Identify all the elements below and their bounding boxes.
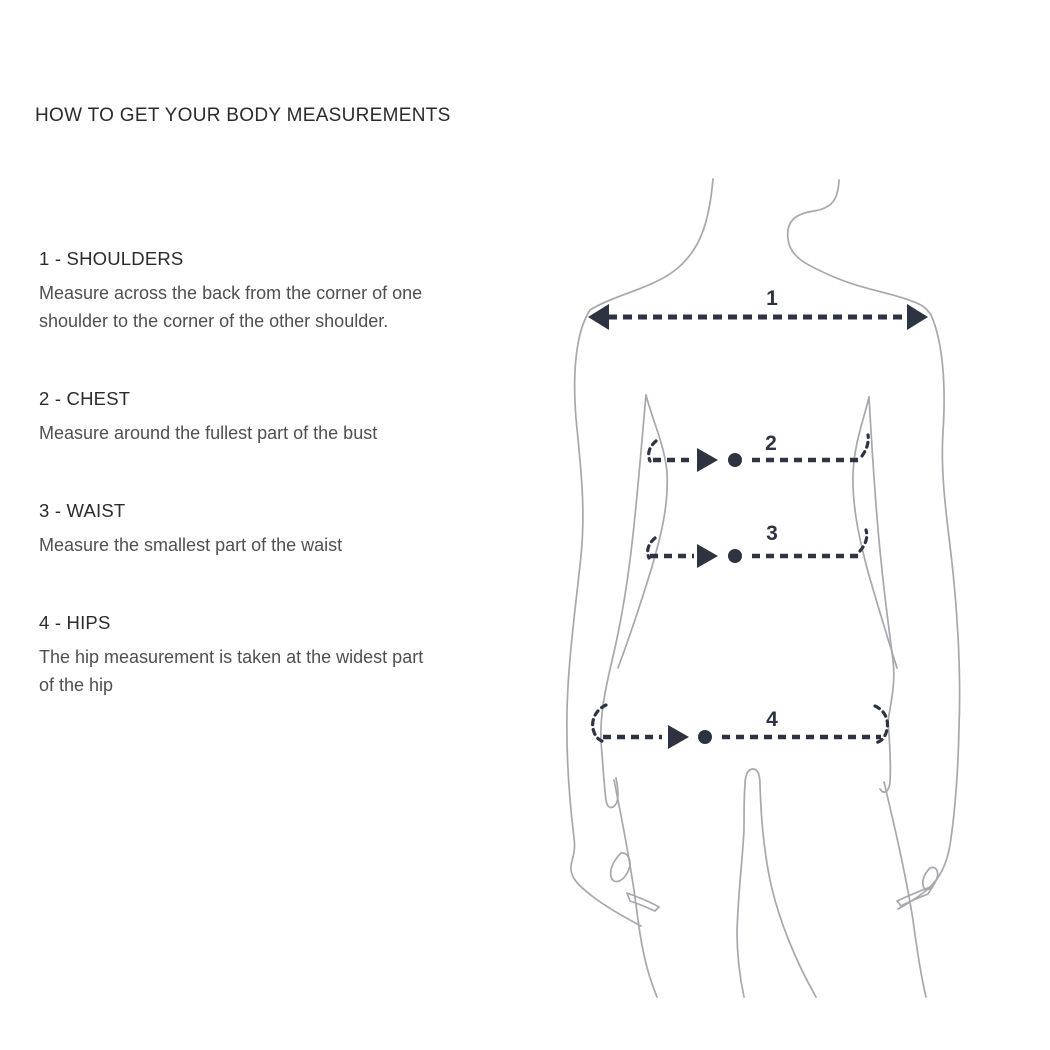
hips-measurement-arrow <box>593 705 888 749</box>
section-body-line: Measure the smallest part of the waist <box>39 535 343 555</box>
tape-dot-icon <box>728 453 742 467</box>
section-body-line: of the hip <box>39 675 114 695</box>
section-body-line: The hip measurement is taken at the widest part <box>39 647 424 667</box>
chest-measurement-arrow <box>649 432 869 472</box>
measurement-label-1: 1 <box>766 287 778 310</box>
arrowhead-icon <box>697 448 718 472</box>
section-body-line: Measure across the back from the corner of one <box>39 283 423 303</box>
tape-dot-icon <box>728 549 742 563</box>
arrowhead-left-icon <box>588 304 609 330</box>
arrowhead-icon <box>668 725 689 749</box>
section-heading: 1 - SHOULDERS <box>39 248 184 269</box>
body-outline <box>567 179 960 997</box>
arrowhead-icon <box>697 544 718 568</box>
tape-dot-icon <box>698 730 712 744</box>
page-title: HOW TO GET YOUR BODY MEASUREMENTS <box>35 105 451 126</box>
shoulders-measurement-arrow <box>588 287 928 330</box>
section-heading: 2 - CHEST <box>39 388 131 409</box>
section-body-line: shoulder to the corner of the other shoulder. <box>39 311 389 331</box>
measurement-label-2: 2 <box>765 432 777 455</box>
measurement-label-3: 3 <box>766 522 778 545</box>
waist-measurement-arrow <box>648 522 867 568</box>
section-body-line: Measure around the fullest part of the bust <box>39 423 378 443</box>
measurement-label-4: 4 <box>766 708 778 731</box>
section-heading: 4 - HIPS <box>39 612 111 633</box>
section-heading: 3 - WAIST <box>39 500 126 521</box>
